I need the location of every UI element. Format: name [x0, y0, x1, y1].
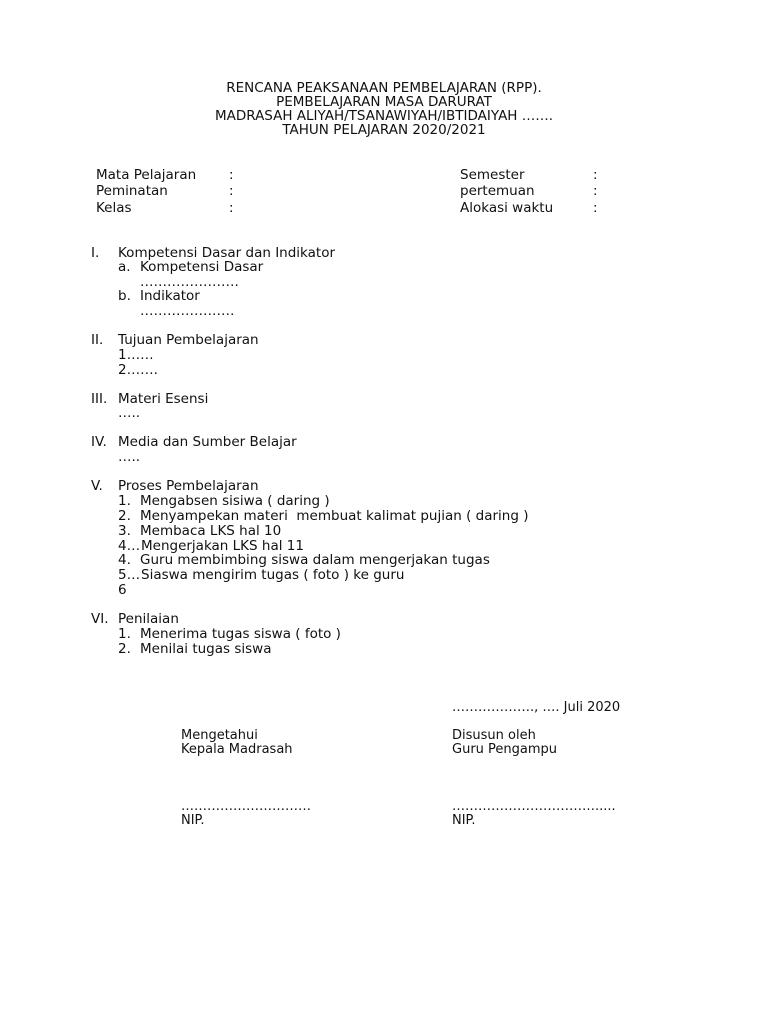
info-label-kelas: Kelas — [96, 200, 132, 216]
list-item-text: Mengabsen sisiwa ( daring ) — [140, 493, 330, 509]
subitem-value: ………………… — [140, 303, 235, 319]
section-number: V. — [91, 478, 103, 494]
list-item-text: Guru membimbing siswa dalam mengerjakan tugas — [140, 552, 490, 568]
list-item-marker: 1. — [118, 493, 131, 509]
info-label-peminatan: Peminatan — [96, 183, 168, 199]
section-title: Penilaian — [118, 611, 179, 627]
doc-subtitle: PEMBELAJARAN MASA DARURAT — [276, 94, 492, 110]
list-item-text: Menyampekan materi membuat kalimat pujian ( daring ) — [140, 508, 529, 524]
section-number: VI. — [91, 611, 109, 627]
info-colon: : — [593, 200, 598, 216]
signature-left-line1: Mengetahui — [181, 728, 258, 743]
section-title: Proses Pembelajaran — [118, 478, 259, 494]
signature-left-dots: ………………………… — [181, 799, 311, 814]
list-item-text: Menilai tugas siswa — [140, 641, 272, 657]
info-colon: : — [229, 167, 234, 183]
list-item-marker: 6 — [118, 582, 127, 598]
info-label-mata-pelajaran: Mata Pelajaran — [96, 167, 197, 183]
signature-right-dots: ……………………………..... — [452, 799, 616, 814]
subitem-marker: b. — [118, 288, 131, 304]
list-item: 2……. — [118, 362, 158, 378]
section-value: ….. — [118, 405, 141, 421]
section-number: II. — [91, 332, 104, 348]
signature-left-nip: NIP. — [181, 813, 205, 828]
list-item-marker: 1. — [118, 626, 131, 642]
section-title: Materi Esensi — [118, 391, 209, 407]
section-number: IV. — [91, 434, 107, 450]
section-value: ….. — [118, 449, 141, 465]
list-item-marker: 4… — [118, 538, 141, 554]
signature-right-line2: Guru Pengampu — [452, 742, 558, 757]
list-item: 1…… — [118, 347, 154, 363]
doc-year-line: TAHUN PELAJARAN 2020/2021 — [282, 122, 486, 138]
info-label-pertemuan: pertemuan — [460, 183, 535, 199]
info-label-alokasi-waktu: Alokasi waktu — [460, 200, 554, 216]
section-number: III. — [91, 391, 108, 407]
list-item-marker: 4. — [118, 552, 131, 568]
signature-left-line2: Kepala Madrasah — [181, 742, 293, 757]
section-number: I. — [91, 245, 100, 261]
subitem-label: Indikator — [140, 288, 200, 304]
signature-right-nip: NIP. — [452, 813, 476, 828]
doc-title: RENCANA PEAKSANAAN PEMBELAJARAN (RPP). — [226, 80, 542, 96]
section-title: Tujuan Pembelajaran — [118, 332, 259, 348]
list-item-text: Siaswa mengirim tugas ( foto ) ke guru — [141, 567, 405, 583]
section-title: Kompetensi Dasar dan Indikator — [118, 245, 336, 261]
subitem-label: Kompetensi Dasar — [140, 259, 264, 275]
list-item-text: Mengerjakan LKS hal 11 — [141, 538, 304, 554]
signature-date: ………………., …. Juli 2020 — [452, 700, 621, 715]
list-item-marker: 3. — [118, 523, 131, 539]
doc-school-line: MADRASAH ALIYAH/TSANAWIYAH/IBTIDAIYAH ……. — [214, 108, 554, 124]
list-item-marker: 2. — [118, 508, 131, 524]
list-item-text: Membaca LKS hal 10 — [140, 523, 282, 539]
list-item-marker: 5… — [118, 567, 141, 583]
info-colon: : — [229, 200, 234, 216]
subitem-value: …………………. — [140, 274, 239, 290]
list-item-text: Menerima tugas siswa ( foto ) — [140, 626, 341, 642]
section-title: Media dan Sumber Belajar — [118, 434, 297, 450]
info-colon: : — [229, 183, 234, 199]
info-colon: : — [593, 183, 598, 199]
info-label-semester: Semester — [460, 167, 525, 183]
info-colon: : — [593, 167, 598, 183]
subitem-marker: a. — [118, 259, 131, 275]
list-item-marker: 2. — [118, 641, 131, 657]
signature-right-line1: Disusun oleh — [452, 728, 536, 743]
